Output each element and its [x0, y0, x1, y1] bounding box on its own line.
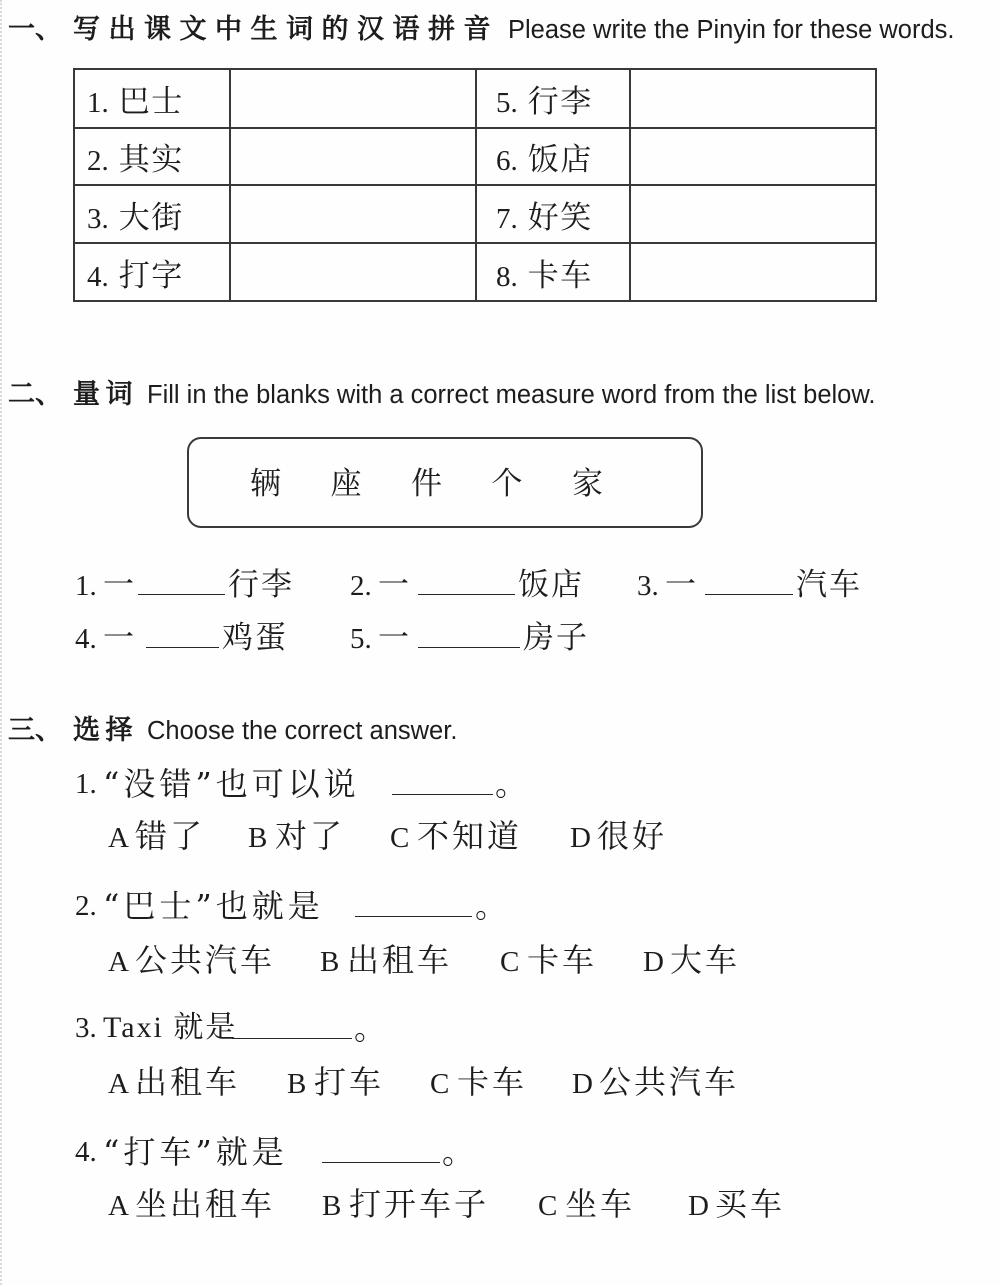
option-text: 坐出租车 — [135, 1185, 276, 1223]
option-text: 很好 — [597, 817, 668, 855]
answer-option — [430, 1064, 527, 1100]
question-end-mark: 。 — [495, 765, 528, 803]
question-number: 2. — [75, 890, 97, 922]
fill-in-item — [75, 568, 294, 602]
noun-text: 鸡蛋 — [222, 620, 288, 656]
vocab-word: 行李 — [527, 84, 593, 120]
section-title-cn: 量词 — [73, 379, 138, 410]
pinyin-answer-cell[interactable] — [230, 69, 476, 128]
numeral-one: 一 — [103, 620, 134, 656]
question-number: 1. — [75, 768, 97, 800]
option-text: 公共汽车 — [599, 1063, 740, 1101]
pinyin-answer-cell[interactable] — [630, 128, 876, 185]
section-number: 一、 — [8, 14, 62, 45]
section-instructions: Choose the correct answer. — [147, 717, 458, 745]
item-number: 3. — [87, 202, 109, 235]
option-text: 卡车 — [457, 1063, 528, 1101]
question-end-mark: 。 — [442, 1133, 475, 1171]
item-number: 1. — [75, 570, 97, 602]
option-letter: D — [570, 822, 591, 854]
option-letter: C — [390, 822, 410, 854]
option-text: 公共汽车 — [135, 941, 276, 979]
question-stem: “巴士”也就是 — [103, 887, 324, 925]
question-stem: Taxi 就是 — [103, 1011, 238, 1044]
answer-option — [538, 1186, 635, 1222]
question-number: 4. — [75, 1136, 97, 1168]
question-end-mark: 。 — [475, 887, 508, 925]
item-number: 3. — [637, 570, 659, 602]
vocab-word: 卡车 — [527, 257, 593, 294]
noun-text: 房子 — [523, 620, 589, 656]
item-number: 4. — [87, 260, 109, 293]
vocab-cell — [74, 128, 230, 185]
section-title-cn: 选择 — [73, 715, 138, 746]
bank-word: 个 — [491, 466, 523, 502]
option-text: 打车 — [314, 1063, 385, 1101]
fill-in-item — [637, 568, 862, 602]
item-number: 2. — [350, 570, 372, 602]
vocab-word: 饭店 — [527, 142, 593, 178]
answer-option — [108, 1064, 240, 1100]
item-number: 5. — [350, 623, 372, 655]
question-stem: “打车”就是 — [103, 1133, 288, 1171]
option-letter: A — [108, 1190, 129, 1222]
option-letter: A — [108, 1068, 129, 1100]
answer-option — [287, 1064, 384, 1100]
item-number: 2. — [87, 145, 109, 177]
answer-option — [320, 942, 452, 978]
option-letter: C — [430, 1068, 450, 1100]
answer-blank[interactable] — [392, 766, 493, 795]
vocab-word: 大街 — [118, 199, 184, 236]
fill-in-item — [75, 621, 288, 655]
section-number: 三、 — [8, 715, 62, 746]
pinyin-answer-cell[interactable] — [230, 185, 476, 243]
question-stem: “没错”也可以说 — [103, 765, 360, 803]
vocab-cell — [476, 69, 630, 128]
answer-blank[interactable] — [355, 888, 472, 917]
measure-word-blank[interactable] — [418, 627, 520, 648]
item-number: 8. — [496, 260, 518, 293]
vocab-word: 其实 — [118, 142, 184, 178]
pinyin-answer-cell[interactable] — [230, 243, 476, 301]
section-number: 二、 — [8, 379, 62, 410]
fill-in-item — [350, 568, 584, 602]
option-text: 打开车子 — [349, 1185, 490, 1223]
option-letter: D — [643, 946, 664, 978]
answer-blank[interactable] — [232, 1010, 352, 1039]
vocab-word: 打字 — [118, 257, 184, 294]
item-number: 7. — [496, 202, 518, 235]
section-1-header — [8, 13, 954, 47]
question — [75, 766, 775, 802]
option-letter: A — [108, 822, 129, 854]
bank-word: 件 — [411, 466, 442, 502]
measure-word-blank[interactable] — [418, 574, 515, 595]
item-number: 1. — [87, 87, 109, 119]
option-letter: C — [538, 1190, 558, 1222]
bank-word: 辆 — [250, 466, 281, 502]
pinyin-answer-cell[interactable] — [630, 243, 876, 301]
noun-text: 行李 — [228, 567, 294, 603]
numeral-one: 一 — [378, 567, 409, 603]
answer-option — [322, 1186, 489, 1222]
section-instructions: Fill in the blanks with a correct measure word from the list below. — [147, 381, 876, 409]
question — [75, 888, 775, 924]
option-letter: A — [108, 946, 129, 978]
option-text: 买车 — [715, 1185, 786, 1223]
table-row — [74, 185, 876, 243]
measure-word-blank[interactable] — [705, 574, 793, 595]
vocab-cell — [74, 69, 230, 128]
fill-in-item — [350, 621, 589, 655]
option-text: 不知道 — [417, 817, 523, 855]
answer-option — [108, 818, 205, 854]
noun-text: 汽车 — [796, 567, 862, 603]
option-text: 出租车 — [135, 1063, 241, 1101]
vocab-word: 巴士 — [118, 84, 184, 120]
option-letter: B — [320, 946, 340, 978]
measure-word-blank[interactable] — [146, 627, 219, 648]
measure-word-blank[interactable] — [138, 574, 225, 595]
answer-blank[interactable] — [322, 1134, 440, 1163]
pinyin-answer-cell[interactable] — [630, 69, 876, 128]
option-text: 出租车 — [347, 941, 453, 979]
vocab-cell — [476, 128, 630, 185]
answer-option — [572, 1064, 739, 1100]
answer-option — [643, 942, 740, 978]
question — [75, 1010, 775, 1046]
item-number: 6. — [496, 145, 518, 177]
vocab-cell — [74, 185, 230, 243]
answer-option — [390, 818, 522, 854]
vocab-cell — [74, 243, 230, 301]
pinyin-answer-cell[interactable] — [230, 128, 476, 185]
measure-word-bank — [187, 437, 703, 528]
item-number: 4. — [75, 623, 97, 655]
option-letter: C — [500, 946, 520, 978]
answer-option — [570, 818, 667, 854]
option-text: 卡车 — [527, 941, 598, 979]
question-number: 3. — [75, 1012, 97, 1044]
vocab-cell — [476, 243, 630, 301]
vocab-word: 好笑 — [527, 199, 593, 236]
scan-page-edge — [0, 0, 2, 1285]
word-bank-list — [250, 467, 653, 501]
bank-word: 座 — [330, 466, 362, 502]
answer-option — [248, 818, 345, 854]
option-letter: D — [572, 1068, 593, 1100]
question — [75, 1134, 775, 1170]
noun-text: 饭店 — [518, 567, 584, 603]
section-instructions: Please write the Pinyin for these words. — [508, 16, 955, 44]
vocab-cell — [476, 185, 630, 243]
answer-option — [108, 1186, 275, 1222]
numeral-one: 一 — [378, 620, 409, 656]
answer-option — [500, 942, 597, 978]
option-letter: B — [248, 822, 268, 854]
pinyin-table — [73, 68, 877, 302]
option-letter: D — [688, 1190, 709, 1222]
option-text: 错了 — [135, 817, 206, 855]
option-text: 坐车 — [565, 1185, 636, 1223]
option-text: 对了 — [275, 817, 346, 855]
option-text: 大车 — [670, 941, 741, 979]
table-row — [74, 243, 876, 301]
numeral-one: 一 — [665, 567, 696, 603]
option-letter: B — [287, 1068, 307, 1100]
numeral-one: 一 — [103, 567, 134, 603]
item-number: 5. — [496, 87, 518, 119]
section-title-cn: 写出课文中生词的汉语拼音 — [73, 14, 499, 45]
answer-option — [108, 942, 275, 978]
question-end-mark: 。 — [354, 1009, 387, 1047]
answer-option — [688, 1186, 785, 1222]
bank-word: 家 — [572, 466, 603, 502]
option-letter: B — [322, 1190, 342, 1222]
pinyin-answer-cell[interactable] — [630, 185, 876, 243]
table-row — [74, 128, 876, 185]
section-3-header — [8, 714, 457, 748]
table-row — [74, 69, 876, 128]
section-2-header — [8, 378, 875, 412]
